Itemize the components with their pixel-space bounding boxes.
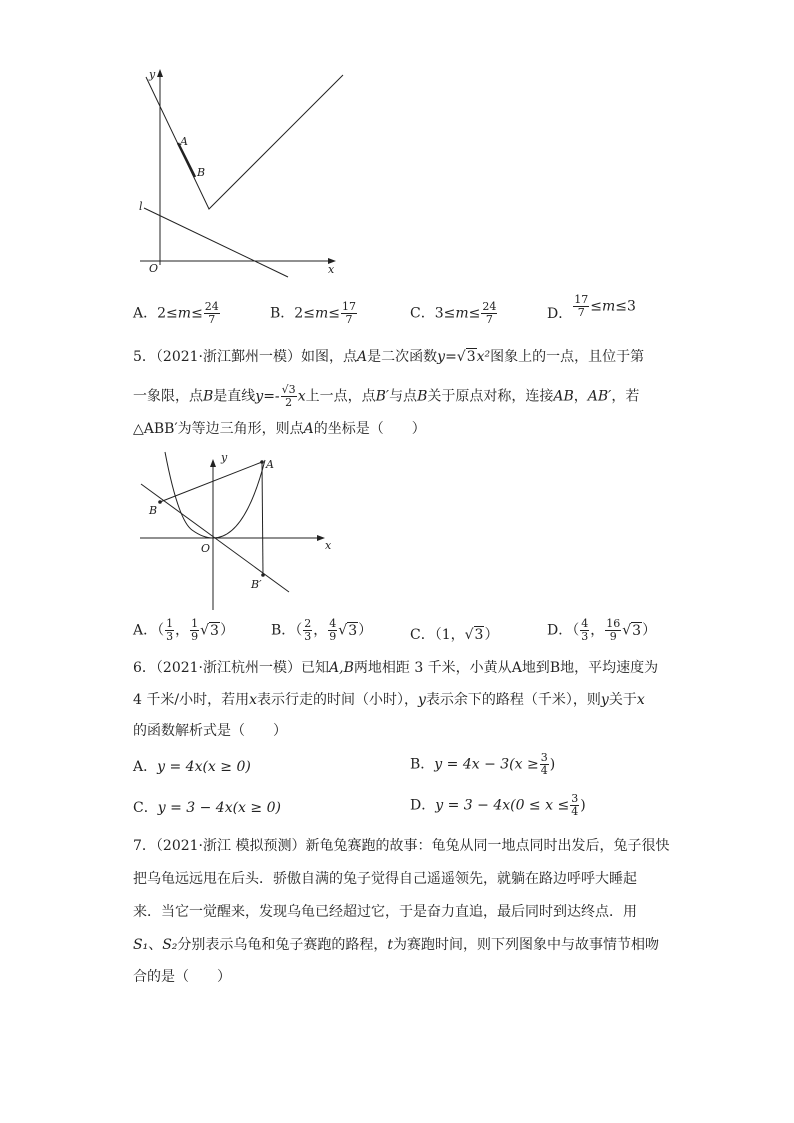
label-origin: O: [149, 262, 159, 275]
label-y: y: [149, 68, 156, 81]
q6-option-a[interactable]: A．y = 4x(x ≥ 0): [133, 759, 251, 775]
label-x: x: [328, 263, 335, 276]
q5-option-b[interactable]: B．（ $\frac{2}{3}$ ， $\frac{4}{9}$ √3）: [271, 617, 373, 643]
q5-line-1: 5．（2021·浙江鄞州一模）如图，点A是二次函数y=√3x²图象上的一点，且位于第: [133, 349, 645, 365]
q5-line-2: 一象限，点B是直线y=- $\frac{√3}{2}$ x上一点，点B′与点B关于原点对称，连接AB，AB′，若: [133, 383, 640, 409]
q5-option-c[interactable]: C．（1，√3）: [410, 627, 499, 643]
q5-label-a: A: [266, 458, 274, 471]
point-bp: [261, 573, 265, 577]
q7-line-4: S₁、S₂分别表示乌龟和兔子赛跑的路程，t为赛跑时间，则下列图象中与故事情节相吻: [133, 937, 660, 953]
q7-line-5: 合的是（ ）: [133, 969, 231, 985]
point-b: [158, 500, 162, 504]
q4-option-c[interactable]: C．3≤m≤ $\frac{24}{7}$: [410, 300, 497, 326]
y-axis-arrow-icon: [157, 69, 163, 77]
label-l: l: [139, 200, 143, 213]
q4-option-d[interactable]: D． $\frac{17}{7}$ ≤m≤3: [547, 293, 636, 322]
point-a: [260, 460, 264, 464]
q4-option-a[interactable]: A．2≤m≤ $\frac{24}{7}$: [133, 300, 219, 326]
q7-line-3: 来．当它一觉醒来，发现乌龟已经超过它，于是奋力直追，最后同时到达终点．用: [133, 904, 637, 920]
q5-options: [133, 618, 733, 650]
label-b: B: [197, 166, 206, 179]
q5-label-origin: O: [201, 542, 211, 555]
q6-option-b[interactable]: B．y = 4x − 3(x ≥ $\frac{3}{4}$ ): [410, 751, 556, 777]
segment-ab: [178, 143, 195, 177]
q7-line-1: 7．（2021·浙江 模拟预测）新龟兔赛跑的故事：龟兔从同一地点同时出发后，兔子很快: [133, 838, 670, 854]
q5-label-x: x: [325, 539, 332, 552]
line-l: [144, 208, 288, 277]
q6-line-1: 6．（2021·浙江杭州一模）已知A,B两地相距 3 千米，小黄从A地到B地，平均速度为: [133, 660, 659, 676]
q5-y-axis-arrow-icon: [210, 459, 216, 467]
v-shaped-graph: [146, 75, 343, 209]
q6-line-2: 4 千米/小时，若用x表示行走的时间（小时），y表示余下的路程（千米），则y关于x: [133, 692, 645, 708]
label-a: A: [180, 135, 188, 148]
q6-option-c[interactable]: C．y = 3 − 4x(x ≥ 0): [133, 800, 281, 816]
q5-line-3: △ABB′为等边三角形，则点A的坐标是（ ）: [133, 421, 426, 437]
q5-option-a[interactable]: A．（ $\frac{1}{3}$ ， $\frac{1}{9}$ √3）: [133, 617, 234, 643]
q5-label-b: B: [149, 504, 158, 517]
q4-option-b[interactable]: B．2≤m≤ $\frac{17}{7}$: [270, 300, 356, 326]
q5-x-axis-arrow-icon: [317, 535, 325, 541]
q5-option-d[interactable]: D．（ $\frac{4}{3}$ ， $\frac{16}{9}$ √3）: [547, 617, 657, 643]
q5-label-bp: B′: [251, 578, 262, 591]
segment-ab: [160, 462, 262, 502]
q7-line-2: 把乌龟远远甩在后头．骄傲自满的兔子觉得自己遥遥领先，就躺在路边呼呼大睡起: [133, 871, 637, 887]
segment-abp: [262, 462, 263, 575]
q4-options: [133, 294, 733, 330]
figure-q5-graph: [135, 450, 340, 615]
q5-label-y: y: [221, 451, 228, 464]
q6-line-3: 的函数解析式是（ ）: [133, 723, 287, 739]
figure-q4-graph: [130, 65, 350, 280]
q6-option-d[interactable]: D．y = 3 − 4x(0 ≤ x ≤ $\frac{3}{4}$ ): [410, 792, 586, 818]
